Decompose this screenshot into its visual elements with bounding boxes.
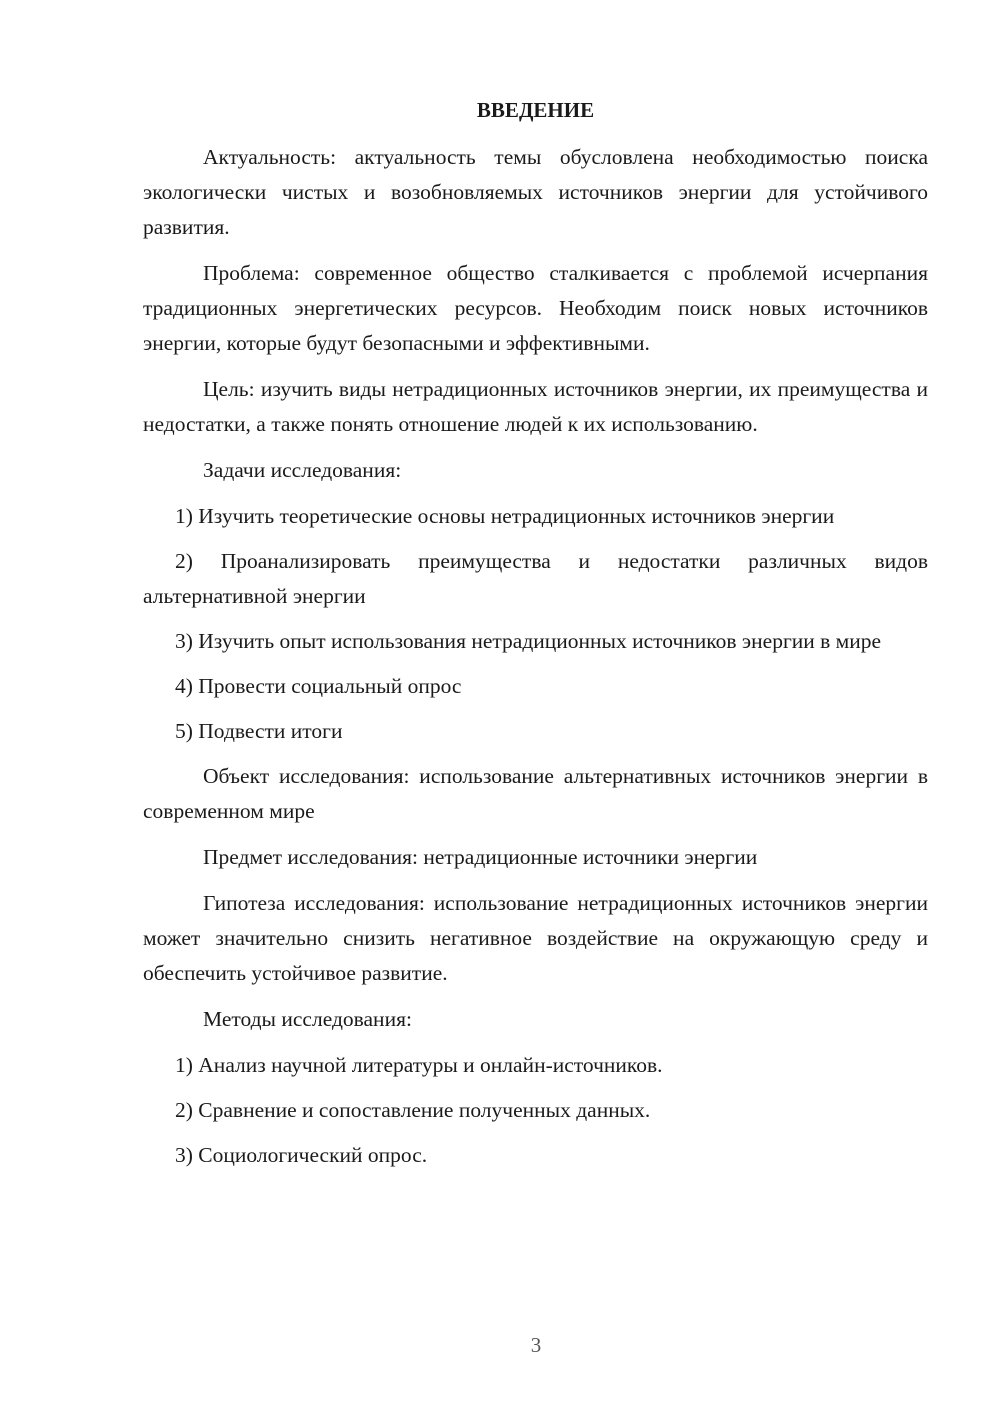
object-paragraph: Объект исследования: использование альтернативных источников энергии в современном мире bbox=[143, 764, 928, 823]
section-heading: ВВЕДЕНИЕ bbox=[476, 98, 595, 122]
goal-paragraph: Цель: изучить виды нетрадиционных источников энергии, их преимущества и недостатки, а также понять отношение людей к их использованию. bbox=[143, 377, 928, 436]
task-item-3: 3) Изучить опыт использования нетрадиционных источников энергии в мире bbox=[175, 629, 882, 653]
page-number: 3 bbox=[530, 1333, 542, 1357]
methods-title: Методы исследования: bbox=[203, 1007, 412, 1031]
actuality-paragraph: Актуальность: актуальность темы обусловлена необходимостью поиска экологически чистых и возобновляемых источников энергии для устойчивого развития. bbox=[143, 145, 928, 239]
task-item-4: 4) Провести социальный опрос bbox=[175, 674, 462, 698]
problem-paragraph: Проблема: современное общество сталкивается с проблемой исчерпания традиционных энергетических ресурсов. Необходим поиск новых источников энергии, которые будут безопасными и эффективными. bbox=[143, 261, 928, 355]
hypothesis-paragraph: Гипотеза исследования: использование нетрадиционных источников энергии может значительно снизить негативное воздействие на окружающую среду и обеспечить устойчивое развитие. bbox=[143, 891, 928, 985]
method-item-3: 3) Социологический опрос. bbox=[175, 1143, 428, 1167]
task-item-1: 1) Изучить теоретические основы нетрадиционных источников энергии bbox=[175, 504, 835, 528]
subject-paragraph: Предмет исследования: нетрадиционные источники энергии bbox=[203, 845, 758, 869]
method-item-1: 1) Анализ научной литературы и онлайн-источников. bbox=[175, 1053, 663, 1077]
page-content bbox=[143, 95, 928, 1183]
task-item-5: 5) Подвести итоги bbox=[175, 719, 343, 743]
method-item-2: 2) Сравнение и сопоставление полученных данных. bbox=[175, 1098, 651, 1122]
tasks-title: Задачи исследования: bbox=[203, 458, 402, 482]
task-item-2: 2) Проанализировать преимущества и недостатки различных видов альтернативной энергии bbox=[143, 549, 928, 608]
